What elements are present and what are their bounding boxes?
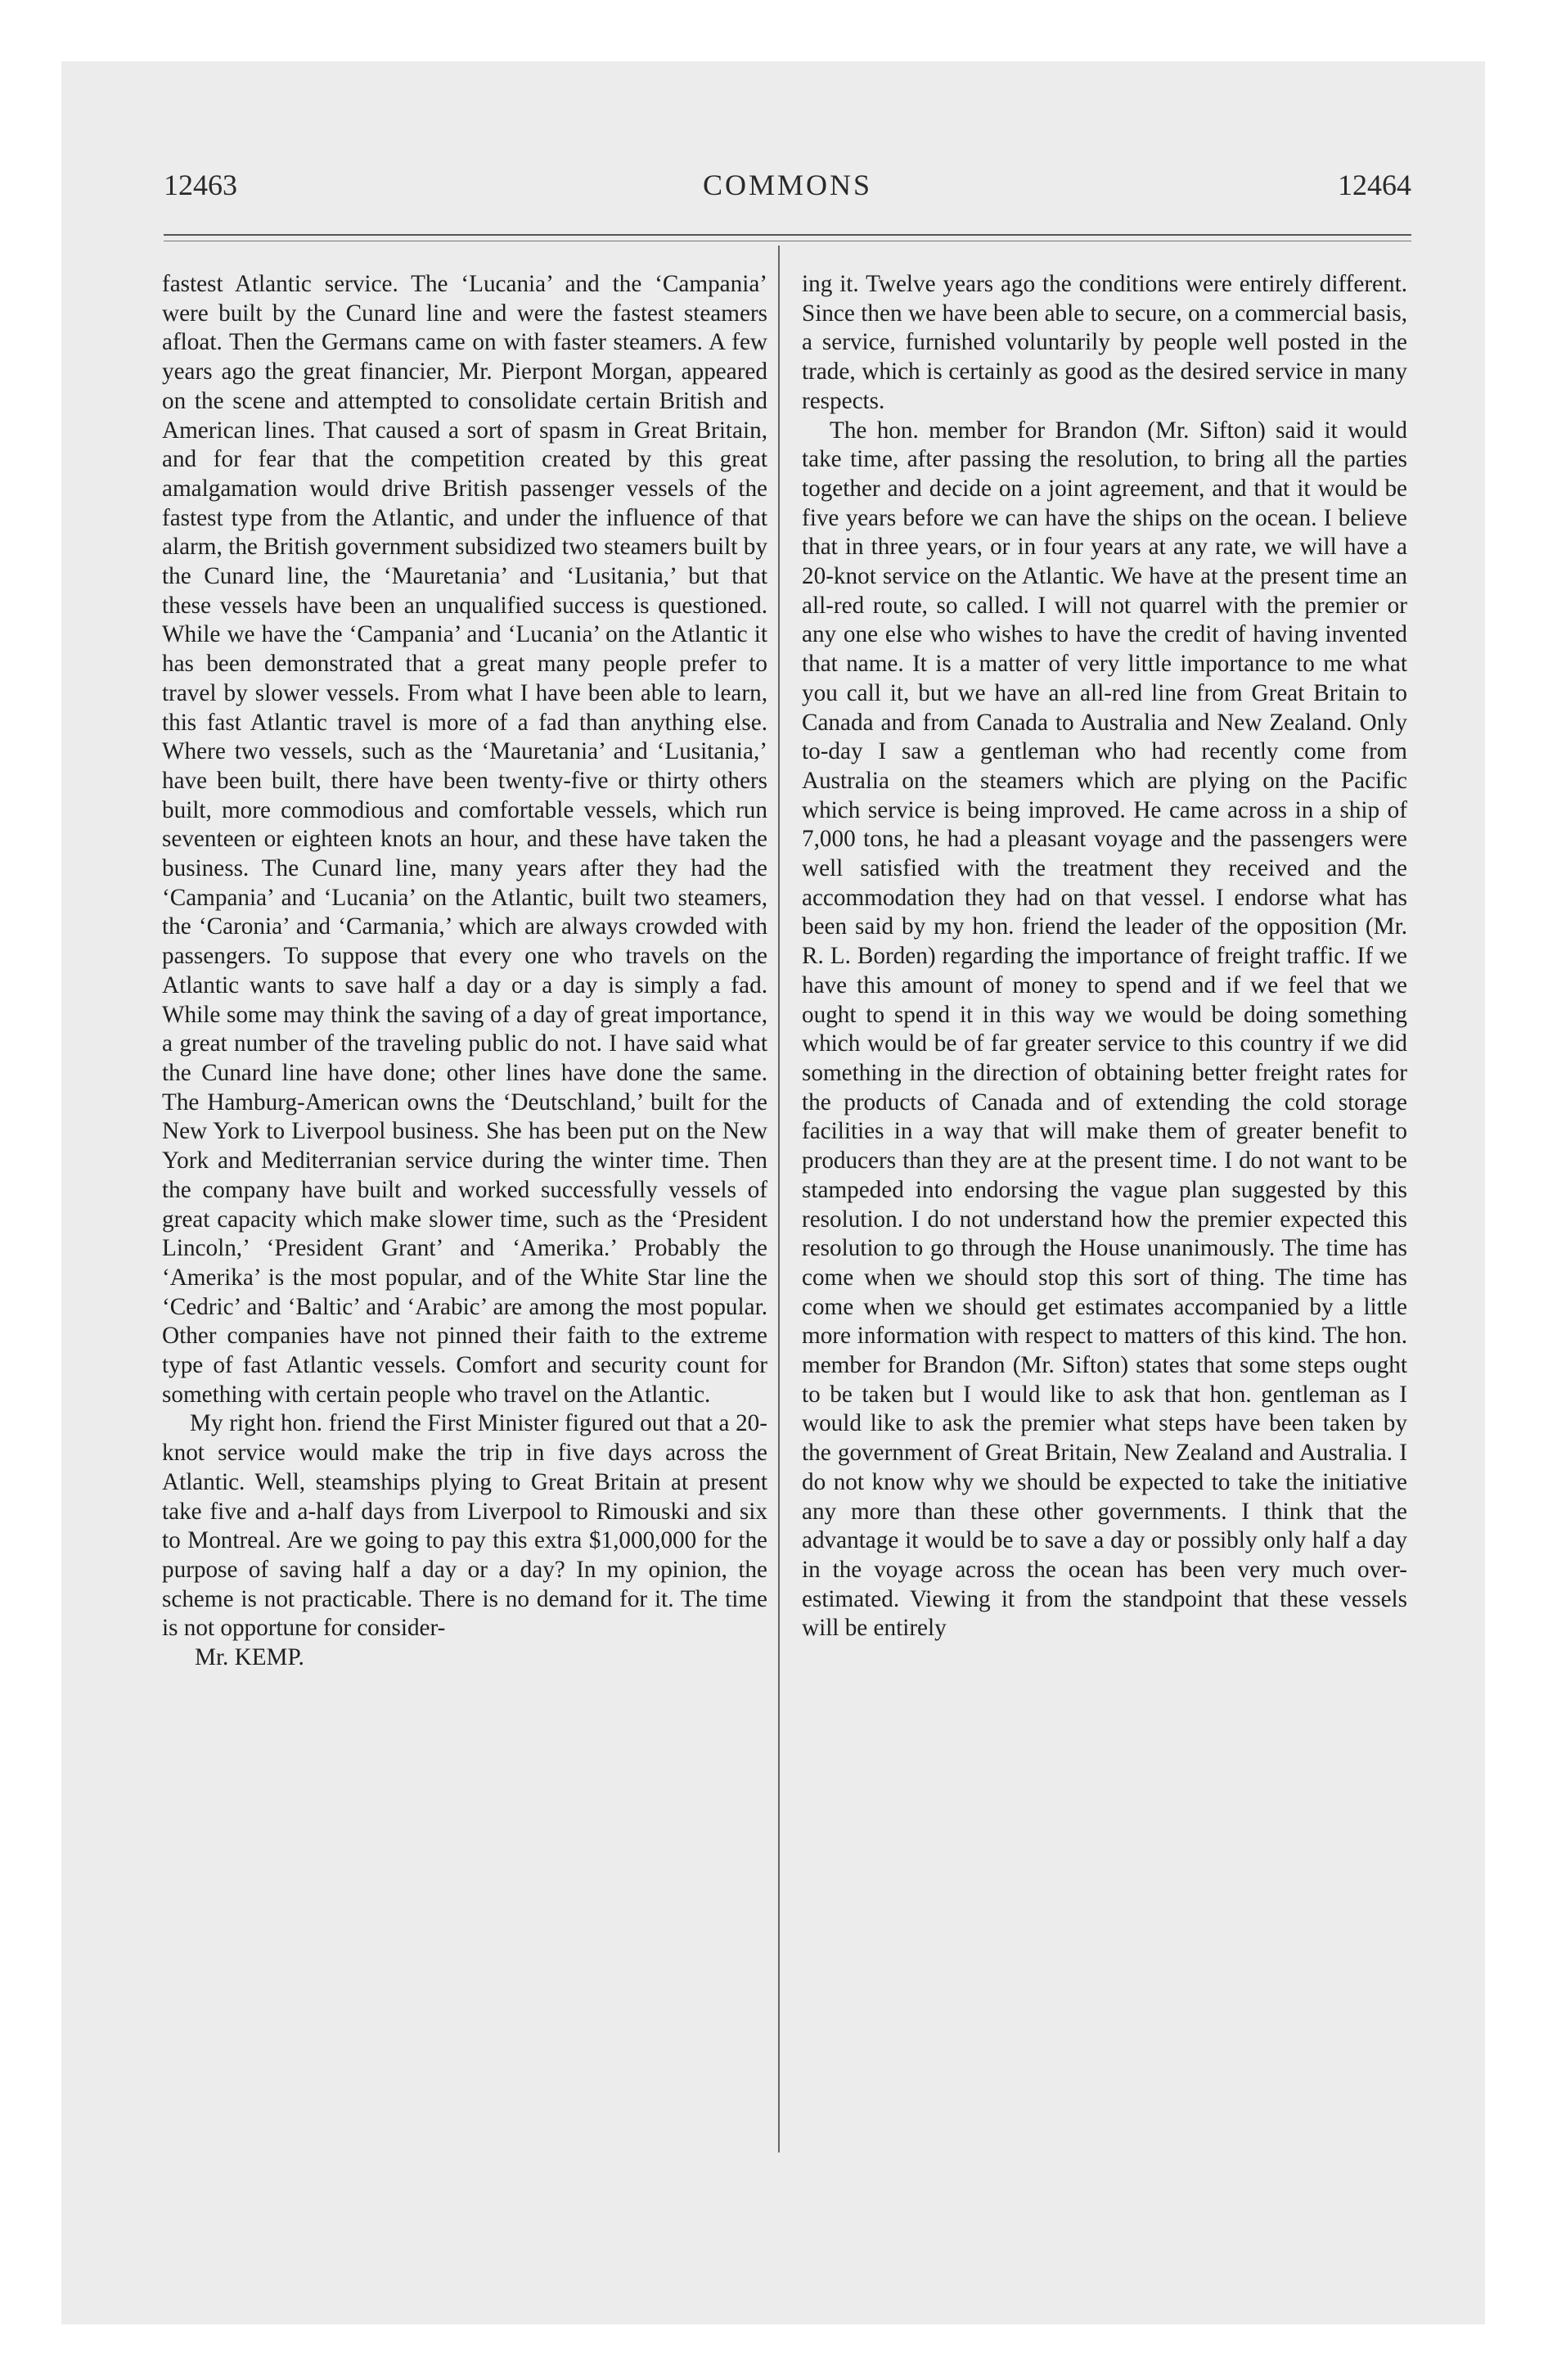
paragraph: fastest Atlantic service. The ‘Lucania’ and the ‘Campania’ were built by the Cunard line and were the fastest steamers afloat. Then the Germans came on with faster steamers. A few years ago the great financier, Mr. Pierpont Morgan, appeared on the scene and attempted to consolidate certain British and American lines. That caused a sort of spasm in Great Britain, and for fear that the competition created by this great amalgamation would drive British passenger vessels of the fastest type from the Atlantic, and under the influence of that alarm, the British government subsidized two steamers built by the Cunard line, the ‘Mauretania’ and ‘Lusitania,’ but that these vessels have been an unqualified success is questioned. While we have the ‘Campania’ and ‘Lucania’ on the Atlantic it has been demonstrated that a great many people prefer to travel by slower vessels. From what I have been able to learn, this fast Atlantic travel is more of a fad than anything else. Where two vessels, such as the ‘Mauretania’ and ‘Lusitania,’ have been built, there have been twenty-five or thirty others built, more commodious and comfortable vessels, which run seventeen or eighteen knots an hour, and these have taken the business. The Cunard line, many years after they had the ‘Campania’ and ‘Lucania’ on the Atlantic, built two steamers, the ‘Caronia’ and ‘Carmania,’ which are always crowded with passengers. To suppose that every one who travels on the Atlantic wants to save half a day or a day is simply a fad. While some may think the saving of a day of great importance, a great number of the traveling public do not. I have said what the Cunard line have done; other lines have done the same. The Hamburg-American owns the ‘Deutschland,’ built for the New York to Liverpool business. She has been put on the New York and Mediterranian service during the winter time. Then the company have built and worked successfully vessels of great capacity which make slower time, such as the ‘President Lincoln,’ ‘President Grant’ and ‘Amerika.’ Probably the ‘Amerika’ is the most popular, and of the White Star line the ‘Cedric’ and ‘Baltic’ and ‘Arabic’ are among the most popular. Other companies have not pinned their faith to the extreme type of fast Atlantic vessels. Comfort and security count for something with certain people who travel on the Atlantic. bbox=[162, 271, 767, 1408]
paragraph: The hon. member for Brandon (Mr. Sifton) said it would take time, after passing the resolution, to bring all the parties together and decide on a joint agreement, and that it would be five years before we can have the ships on the ocean. I believe that in three years, or in four years at any rate, we will have a 20-knot service on the Atlantic. We have at the present time an all-red route, so called. I will not quarrel with the premier or any one else who wishes to have the credit of having invented that name. It is a matter of very little importance to me what you call it, but we have an all-red line from Great Britain to Canada and from Canada to Australia and New Zealand. Only to-day I saw a gentleman who had recently come from Australia on the steamers which are plying on the Pacific which service is being improved. He came across in a ship of 7,000 tons, he had a pleasant voyage and the passengers were well satisfied with the treatment they received and the accommodation they had on that vessel. I endorse what has been said by my hon. friend the leader of the opposition (Mr. R. L. Borden) regarding the importance of freight traffic. If we have this amount of money to spend and if we feel that we ought to spend it in this way we would be doing something which would be of far greater service to this country if we did something in the direction of obtaining better freight rates for the products of Canada and of extending the cold storage facilities in a way that will make them of greater benefit to producers than they are at the present time. I do not want to be stampeded into endorsing the vague plan suggested by this resolution. I do not understand how the premier expected this resolution to go through the House unanimously. The time has come when we should stop this sort of thing. The time has come when we should get estimates accompanied by a little more information with respect to matters of this kind. The hon. member for Brandon (Mr. Sifton) states that some steps ought to be taken but I would like to ask that hon. gentleman as I would like to ask the premier what steps have been taken by the government of Great Britain, New Zealand and Australia. I do not know why we should be expected to take the initiative any more than these other governments. I think that the advantage it would be to save a day or possibly only half a day in the voyage across the ocean has been very much over-estimated. Viewing it from the standpoint that these vessels will be entirely bbox=[802, 417, 1407, 1642]
speaker-catchword: Mr. KEMP. bbox=[195, 1644, 304, 1671]
page-header bbox=[164, 168, 1411, 217]
paragraph: ing it. Twelve years ago the conditions were entirely different. Since then we have been able to secure, on a commercial basis, a service, furnished voluntarily by people well posted in the trade, which is certainly as good as the desired service in many respects. bbox=[802, 271, 1407, 414]
left-column bbox=[162, 270, 767, 1673]
page-title: COMMONS bbox=[702, 169, 873, 201]
column-divider bbox=[778, 246, 780, 2152]
right-column bbox=[802, 270, 1407, 1643]
page-number-right: 12464 bbox=[1338, 169, 1411, 201]
paragraph: My right hon. friend the First Minister figured out that a 20-knot service would make the trip in five days across the Atlantic. Well, steamships plying to Great Britain at present take five and a-half days from Liverpool to Rimouski and six to Montreal. Are we going to pay this extra $1,000,000 for the purpose of saving half a day or a day? In my opinion, the scheme is not practicable. There is no demand for it. The time is not opportune for consider- bbox=[162, 1410, 767, 1642]
header-rule bbox=[164, 234, 1411, 236]
page-number-left: 12463 bbox=[164, 169, 237, 201]
